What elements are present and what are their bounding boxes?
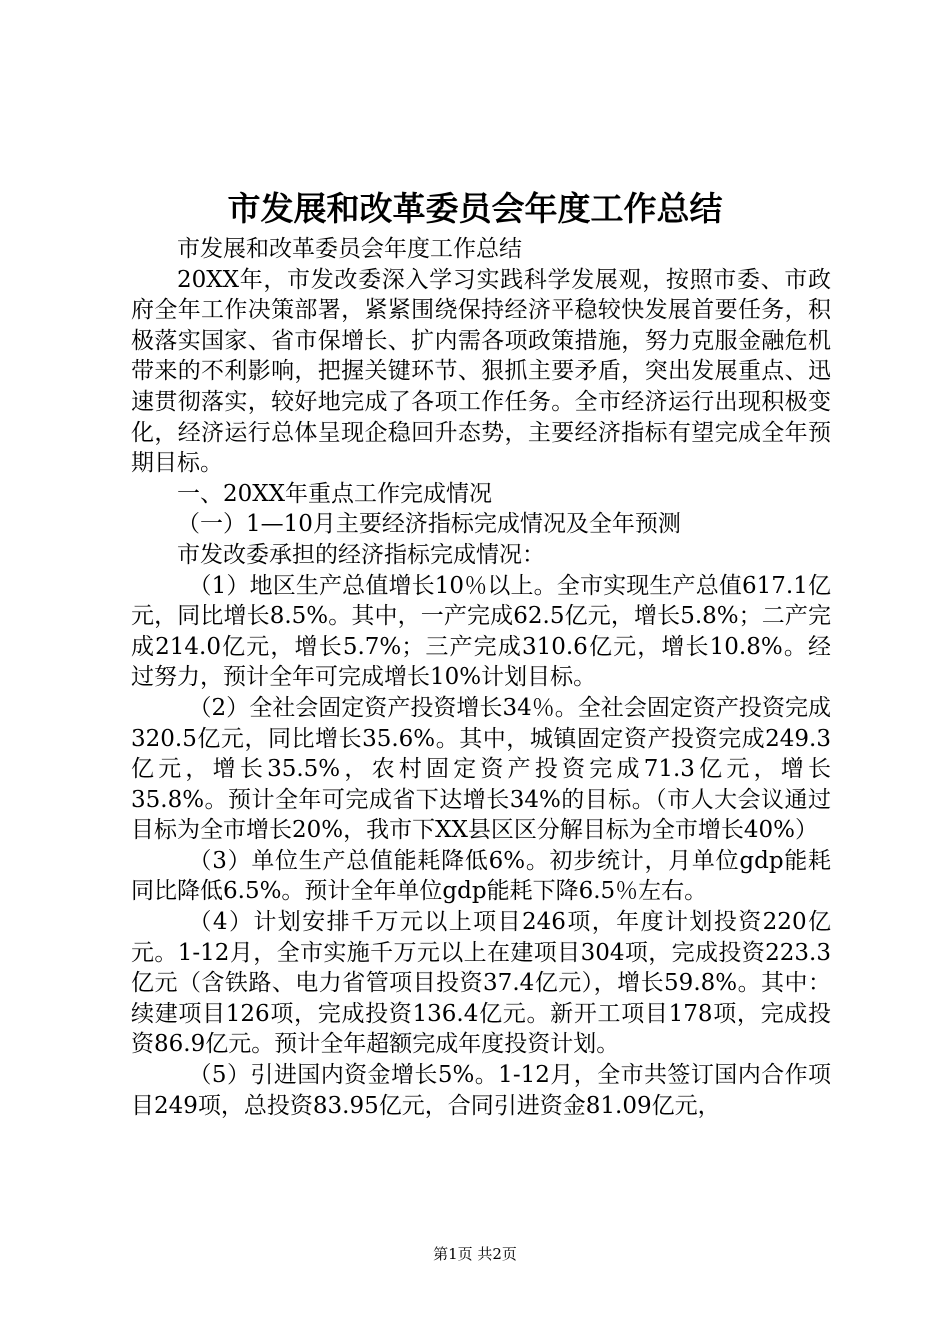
paragraph-item-1: （1）地区生产总值增长10％以上。全市实现生产总值617.1亿元，同比增长8.5%。其中，一产完成62.5亿元，增长5.8%；二产完成214.0亿元，增长5.7%；三产完成310.6亿元，增长10.8%。经过努力，预计全年可完成增长10%计划目标。 [131,572,831,691]
paragraph-indicators-intro: 市发改委承担的经济指标完成情况： [177,541,545,568]
document-body [131,234,831,1121]
page-footer: 第1页 共2页 [433,1245,517,1263]
paragraph-subtitle: 市发展和改革委员会年度工作总结 [177,236,522,262]
document-title: 市发展和改革委员会年度工作总结 [227,189,723,228]
subsection-heading-1: （一）1—10月主要经济指标完成情况及全年预测 [177,511,681,538]
section-heading-1: 一、20XX年重点工作完成情况 [177,480,493,507]
paragraph-item-5: （5）引进国内资金增长5%。1-12月，全市共签订国内合作项目249项，总投资83.95亿元，合同引进资金81.09亿元， [131,1062,831,1119]
paragraph-item-4: （4）计划安排千万元以上项目246项，年度计划投资220亿元。1-12月，全市实施千万元以上在建项目304项，完成投资223.3亿元（含铁路、电力省管项目投资37.4亿元），增长59.8%。其中：续建项目126项，完成投资136.4亿元。新开工项目178项，完成投资86.9亿元。预计全年超额完成年度投资计划。 [131,909,831,1058]
paragraph-intro: 20XX年，市发改委深入学习实践科学发展观，按照市委、市政府全年工作决策部署，紧紧围绕保持经济平稳较快发展首要任务，积极落实国家、省市保增长、扩内需各项政策措施，努力克服金融危机带来的不利影响，把握关键环节、狠抓主要矛盾，突出发展重点、迅速贯彻落实，较好地完成了各项工作任务。全市经济运行出现积极变化，经济运行总体呈现企稳回升态势，主要经济指标有望完成全年预期目标。 [131,266,831,477]
paragraph-item-2: （2）全社会固定资产投资增长34％。全社会固定资产投资完成320.5亿元，同比增长35.6%。其中，城镇固定资产投资完成249.3亿元，增长35.5%，农村固定资产投资完成71.3亿元，增长35.8%。预计全年可完成省下达增长34%的目标。（市人大会议通过目标为全市增长20%，我市下XX县区区分解目标为全市增长40%） [131,694,831,844]
paragraph-item-3: （3）单位生产总值能耗降低6%。初步统计，月单位gdp能耗同比降低6.5%。预计全年单位gdp能耗下降6.5％左右。 [131,847,831,905]
